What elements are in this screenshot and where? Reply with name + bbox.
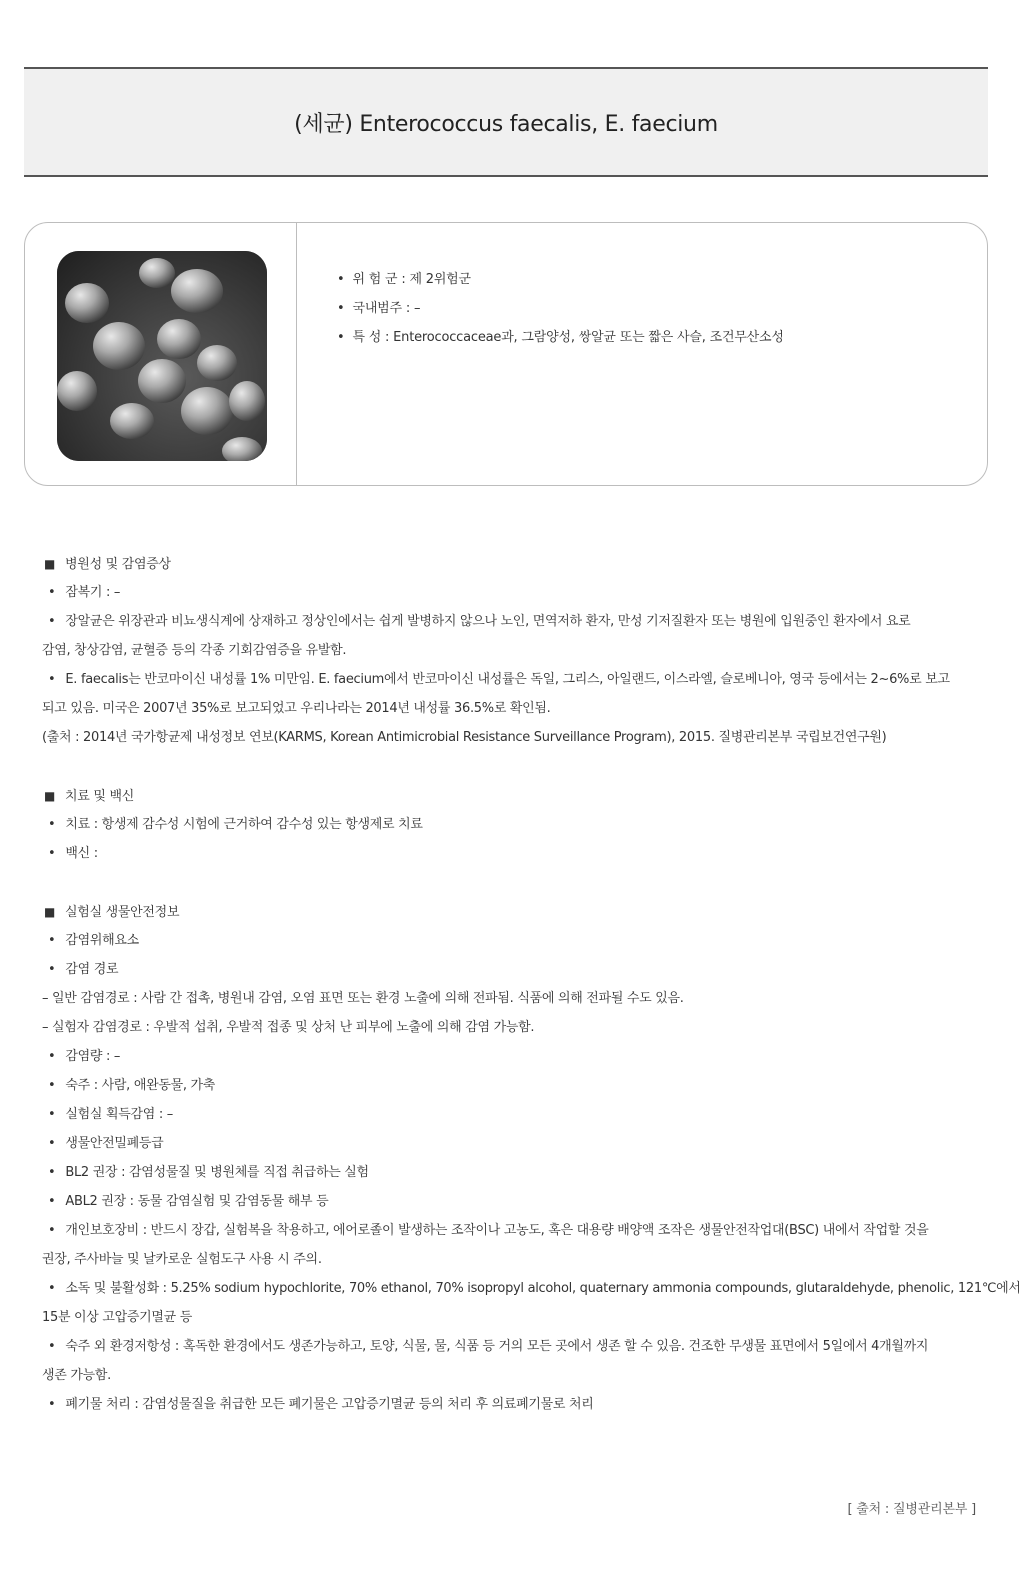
- list-item-continuation: 되고 있음. 미국은 2007년 35%로 보고되었고 우리나라는 2014년 내성률 36.5%로 확인됨.: [42, 701, 551, 716]
- info-card: [24, 222, 988, 486]
- list-item: • 개인보호장비 : 반드시 장갑, 실험복을 착용하고, 에어로졸이 발생하는 조작이나 고농도, 혹은 대용량 배양액 조작은 생물안전작업대(BSC) 내에서 작업할 것을: [44, 1220, 994, 1249]
- list-item: • 잠복기 : –: [44, 582, 994, 611]
- content-body: [42, 553, 1021, 1423]
- sub-item: – 실험자 감염경로 : 우발적 섭취, 우발적 접종 및 상처 난 피부에 노출에 의해 감염 가능함.: [42, 1020, 535, 1035]
- list-item-continuation: 권장, 주사바늘 및 날카로운 실험도구 사용 시 주의.: [42, 1252, 322, 1267]
- info-item: • 위 험 군 : 제 2위험군: [337, 272, 471, 287]
- list-item-continuation: 감염, 창상감염, 균혈증 등의 각종 기회감염증을 유발함.: [42, 643, 347, 658]
- list-item: • 소독 및 불활성화 : 5.25% sodium hypochlorite, 70% ethanol, 70% isopropyl alcohol, quaternary ammonia compounds, glutaraldehyde, phenolic, 121℃에서: [44, 1278, 994, 1307]
- info-item: • 특 성 : Enterococcaceae과, 그람양성, 쌍알균 또는 짧은 사슬, 조건무산소성: [337, 330, 784, 345]
- list-item: • 장알균은 위장관과 비뇨생식계에 상재하고 정상인에서는 쉽게 발병하지 않으나 노인, 면역저하 환자, 만성 기저질환자 또는 병원에 입원중인 환자에서 요로: [44, 611, 994, 640]
- list-item: • 감염 경로: [44, 959, 994, 988]
- title-band: [24, 67, 988, 177]
- list-item: • 폐기물 처리 : 감염성물질을 취급한 모든 폐기물은 고압증기멸균 등의 처리 후 의료폐기물로 처리: [44, 1394, 994, 1423]
- info-item: • 국내범주 : –: [337, 301, 421, 316]
- info-list: [337, 269, 784, 356]
- list-item: • E. faecalis는 반코마이신 내성률 1% 미만임. E. faecium에서 반코마이신 내성률은 독일, 그리스, 아일랜드, 이스라엘, 슬로베니아, 영국 등에서는 2~6%로 보고: [44, 669, 994, 698]
- sub-item: – 일반 감염경로 : 사람 간 접촉, 병원내 감염, 오염 표면 또는 환경 노출에 의해 전파됨. 식품에 의해 전파될 수도 있음.: [42, 991, 684, 1006]
- list-item: • 감염량 : –: [44, 1046, 994, 1075]
- list-item: • 숙주 외 환경저항성 : 혹독한 환경에서도 생존가능하고, 토양, 식물, 물, 식품 등 거의 모든 곳에서 생존 할 수 있음. 건조한 무생물 표면에서 5일에서 4개월까지: [44, 1336, 994, 1365]
- section-heading: ■ 치료 및 백신: [44, 789, 135, 804]
- list-item: • 감염위해요소: [44, 930, 994, 959]
- bacteria-micrograph: [57, 251, 267, 461]
- section-heading: ■ 병원성 및 감염증상: [44, 557, 171, 572]
- list-item: • 치료 : 항생제 감수성 시험에 근거하여 감수성 있는 항생제로 치료: [44, 814, 994, 843]
- source-footer: [ 출처 : 질병관리본부 ]: [847, 1502, 976, 1517]
- list-item: • 백신 :: [44, 843, 994, 872]
- list-item-continuation: 15분 이상 고압증기멸균 등: [42, 1310, 193, 1325]
- card-divider: [296, 223, 297, 485]
- section-heading: ■ 실험실 생물안전정보: [44, 905, 180, 920]
- list-item: • 생물안전밀폐등급: [44, 1133, 994, 1162]
- citation: (출처 : 2014년 국가항균제 내성정보 연보(KARMS, Korean Antimicrobial Resistance Surveillance Program), 2015. 질병관리본부 국립보건연구원): [42, 730, 887, 745]
- list-item: • BL2 권장 : 감염성물질 및 병원체를 직접 취급하는 실험: [44, 1162, 994, 1191]
- list-item: • 실험실 획득감염 : –: [44, 1104, 994, 1133]
- list-item: • 숙주 : 사람, 애완동물, 가축: [44, 1075, 994, 1104]
- list-item: • ABL2 권장 : 동물 감염실험 및 감염동물 해부 등: [44, 1191, 994, 1220]
- page-title: (세균) Enterococcus faecalis, E. faecium: [294, 111, 718, 137]
- list-item-continuation: 생존 가능함.: [42, 1368, 111, 1383]
